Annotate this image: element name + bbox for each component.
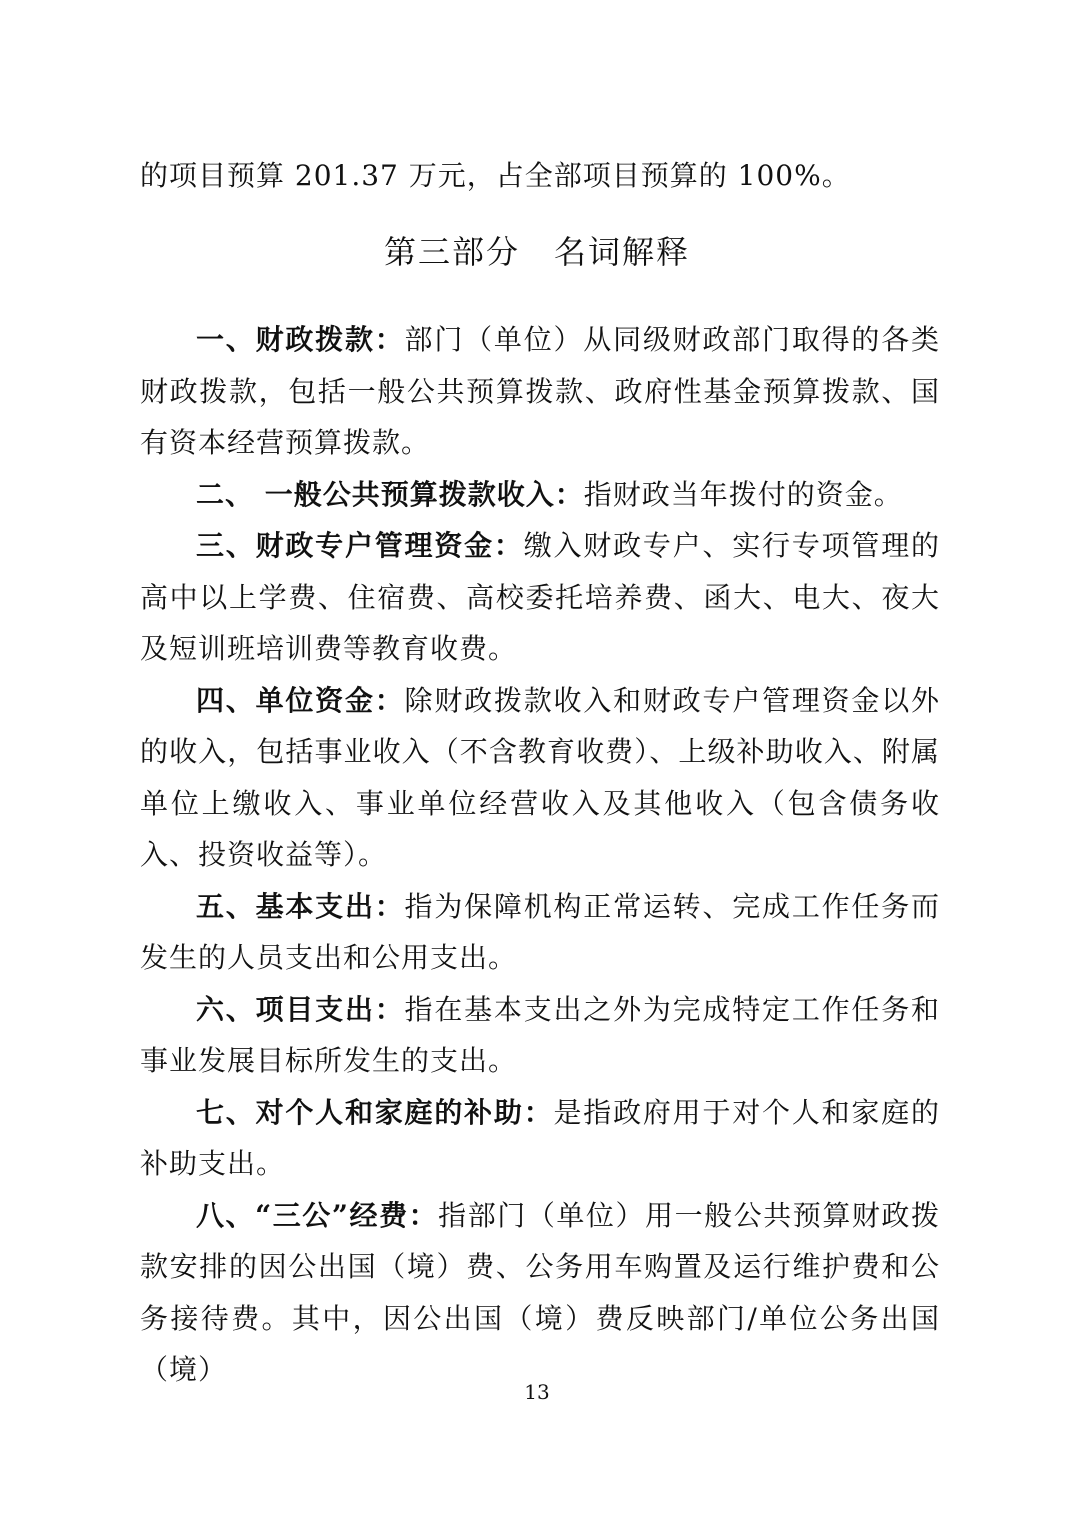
term-text: 指财政当年拨付的资金。 [583,477,903,511]
term-name: 一、财政拨款： [196,323,405,356]
term-name: 七、对个人和家庭的补助： [196,1095,554,1129]
term-list [140,314,940,1396]
term-text: 是指政府用于对个人和家庭的补助支出。 [140,1095,940,1180]
page-number: 13 [524,1380,550,1404]
term-text: 部门（单位）从同级财政部门取得的各类财政拨款，包括一般公共预算拨款、政府性基金预算拨款、国有资本经营预算拨款。 [140,323,940,459]
term-paragraph [140,675,940,881]
term-name: 八、“三公”经费： [196,1198,439,1232]
term-paragraph [140,1087,940,1190]
term-paragraph [140,314,940,469]
term-text: 缴入财政专户、实行专项管理的高中以上学费、住宿费、高校委托培养费、函大、电大、夜大及短训班培训费等教育收费。 [140,529,940,665]
term-text: 指部门（单位）用一般公共预算财政拨款安排的因公出国（境）费、公务用车购置及运行维护费和公务接待费。其中，因公出国（境）费反映部门/单位公务出国（境） [140,1198,940,1386]
section-title: 第三部分 名词解释 [383,233,690,271]
term-name: 三、财政专户管理资金： [196,529,524,562]
term-text: 指为保障机构正常运转、完成工作任务而发生的人员支出和公用支出。 [140,889,940,974]
term-paragraph [140,984,940,1087]
term-name: 五、基本支出： [196,889,405,923]
term-paragraph [140,1190,940,1396]
term-paragraph [140,881,940,984]
term-name: 六、项目支出： [196,992,405,1026]
term-text: 除财政拨款收入和财政专户管理资金以外的收入，包括事业收入（不含教育收费）、上级补助收入、附属单位上缴收入、事业单位经营收入及其他收入（包含债务收入、投资收益等）。 [140,683,940,871]
term-name: 二、 一般公共预算拨款收入： [196,477,584,511]
intro-paragraph: 的项目预算 201.37 万元，占全部项目预算的 100%。 [140,159,851,192]
term-paragraph [140,520,940,675]
term-paragraph [140,469,940,521]
term-text: 指在基本支出之外为完成特定工作任务和事业发展目标所发生的支出。 [140,992,940,1077]
term-name: 四、单位资金： [196,683,405,717]
